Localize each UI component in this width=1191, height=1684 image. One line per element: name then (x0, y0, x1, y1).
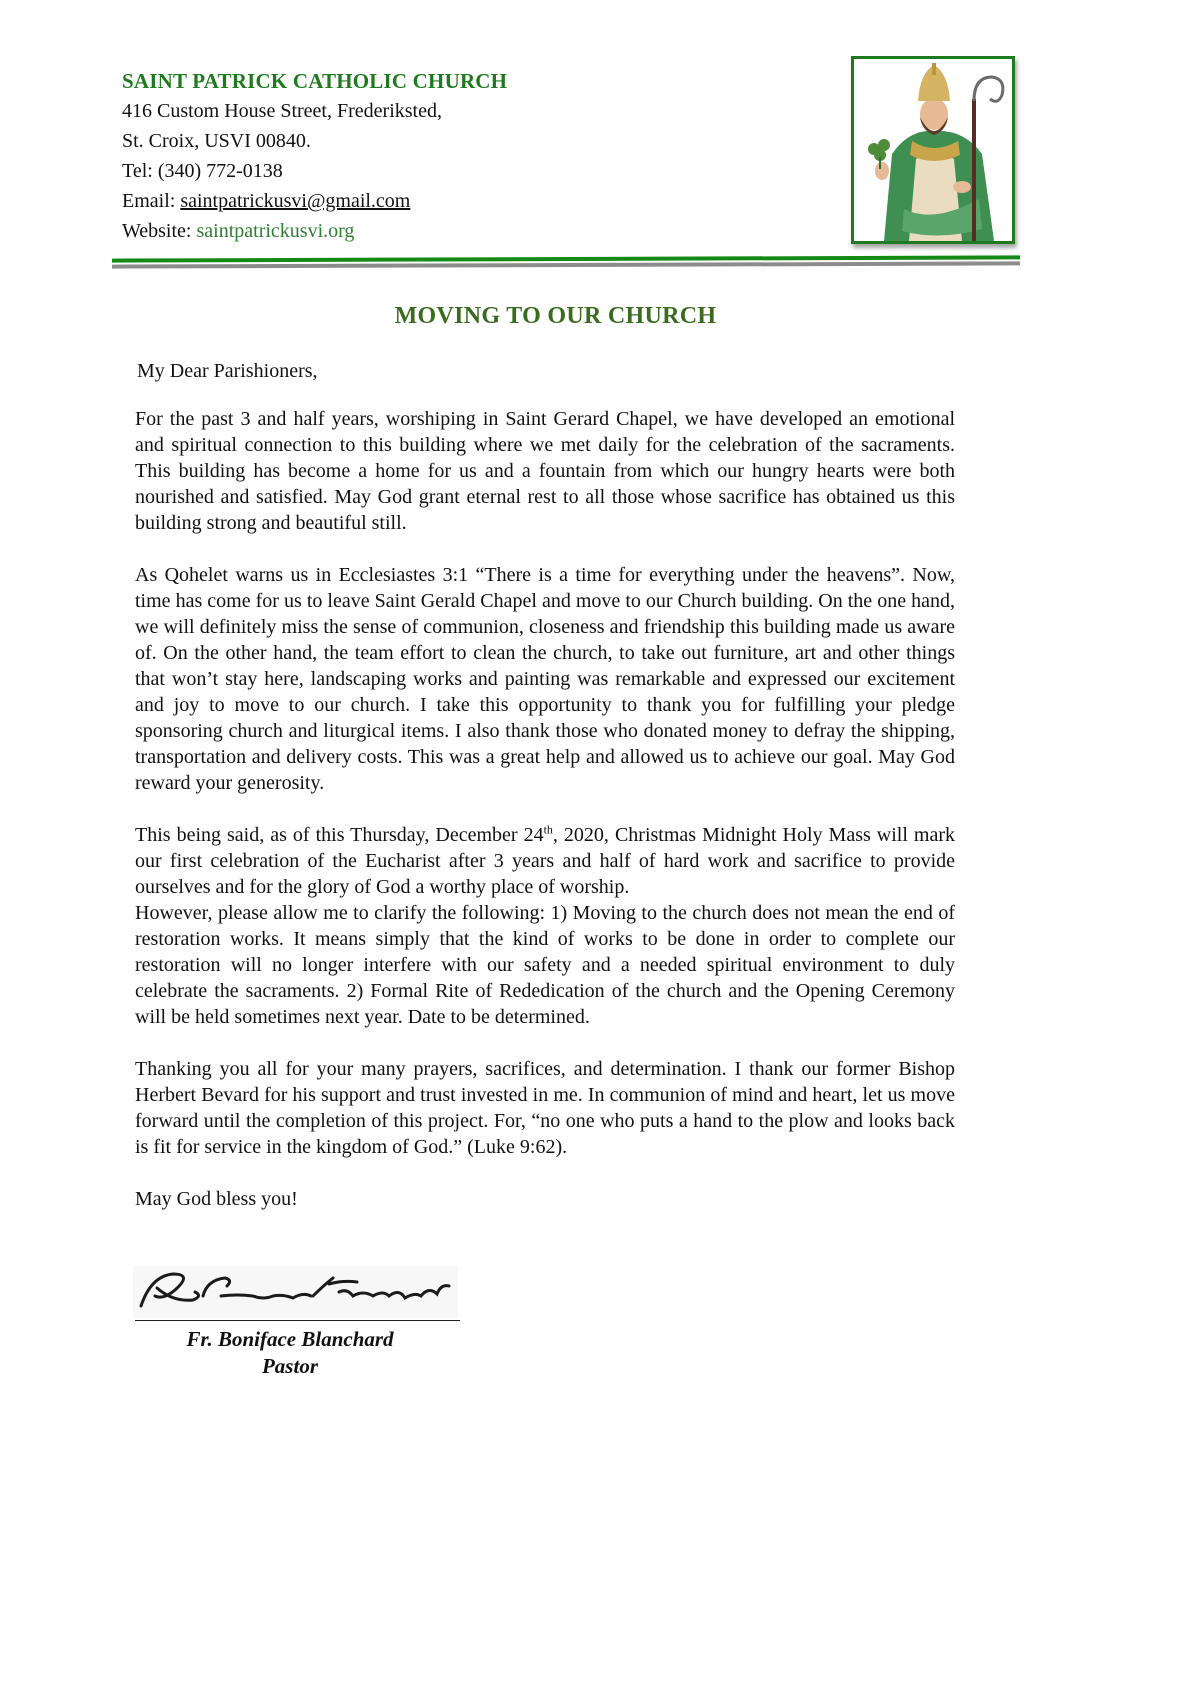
telephone (122, 156, 822, 186)
saint-patrick-portrait (851, 56, 1015, 244)
saint-patrick-image (854, 59, 1012, 241)
letterhead (122, 66, 822, 246)
paragraph-3 (135, 822, 955, 900)
address-line-2: St. Croix, USVI 00840. (122, 130, 311, 152)
website (122, 216, 822, 246)
signature-icon (133, 1266, 458, 1318)
paragraph-2: As Qohelet warns us in Ecclesiastes 3:1 “There is a time for everything under the heavens”. Now, time has come for us to leave Saint Gerald Chapel and move to our Church building. On the one hand, we will definitely miss the sense of communion, closeness and friendship this building made us aware of. On the other hand, the team effort to clean the church, to take out furniture, art and other things that won’t stay here, landscaping works and painting was remarkable and expressed our excitement and joy to move to our church. I take this opportunity to thank you for fulfilling your pledge sponsoring church and liturgical items. I also thank those who donated money to defray the shipping, transportation and delivery costs. This was a great help and allowed us to achieve our goal. May God reward your generosity. (135, 564, 955, 794)
letter-body (135, 358, 955, 1234)
paragraph-3-end: , 2020, Christmas Midnight Holy Mass will mark our first celebration of the Eucharist after 3 years and half of hard work and sacrifice to provide ourselves and for the glory of God a worthy place of worship. (135, 824, 956, 898)
email-label: Email: (122, 190, 181, 212)
header-divider-gray (112, 261, 1020, 268)
handwritten-signature (133, 1266, 458, 1318)
paragraph-3-start: This being said, as of this Thursday, December 24 (135, 824, 544, 846)
tel-label: Tel: (122, 160, 158, 182)
church-name: SAINT PATRICK CATHOLIC CHURCH (122, 69, 508, 93)
signature-line (135, 1320, 460, 1321)
email-link[interactable]: saintpatrickusvi@gmail.com (180, 190, 411, 212)
signer-name: Fr. Boniface Blanchard (186, 1327, 394, 1351)
closing: May God bless you! (135, 1188, 298, 1210)
paragraph-4: However, please allow me to clarify the following: 1) Moving to the church does not mean the end of restoration works. It means simply that the kind of works to be done in order to complete our restoration will no longer interfere with our safety and a needed spiritual environment to duly celebrate the sacraments. 2) Formal Rite of Rededication of the church and the Opening Ceremony will be held sometimes next year. Date to be determined. (135, 902, 955, 1028)
address-line-1: 416 Custom House Street, Frederiksted, (122, 100, 442, 122)
website-label: Website: (122, 220, 197, 242)
signer-block (135, 1326, 445, 1380)
website-link[interactable]: saintpatrickusvi.org (196, 220, 355, 242)
paragraph-1: For the past 3 and half years, worshiping in Saint Gerard Chapel, we have developed an emotional and spiritual connection to this building where we met daily for the celebration of the sacraments. This building has become a home for us and a fountain from which our hungry hearts were both nourished and satisfied. May God grant eternal rest to all those whose sacrifice has obtained us this building strong and beautiful still. (135, 408, 955, 534)
paragraph-5: Thanking you all for your many prayers, sacrifices, and determination. I thank our former Bishop Herbert Bevard for his support and trust invested in me. In communion of mind and heart, let us move forward until the completion of this project. For, “no one who puts a hand to the plow and looks back is fit for service in the kingdom of God.” (Luke 9:62). (135, 1058, 955, 1158)
document-title: MOVING TO OUR CHURCH (394, 303, 717, 329)
tel-number: (340) 772-0138 (157, 160, 283, 182)
email (122, 186, 822, 216)
signer-title: Pastor (261, 1354, 318, 1378)
ordinal-suffix: th (543, 822, 553, 837)
greeting: My Dear Parishioners, (137, 360, 318, 382)
